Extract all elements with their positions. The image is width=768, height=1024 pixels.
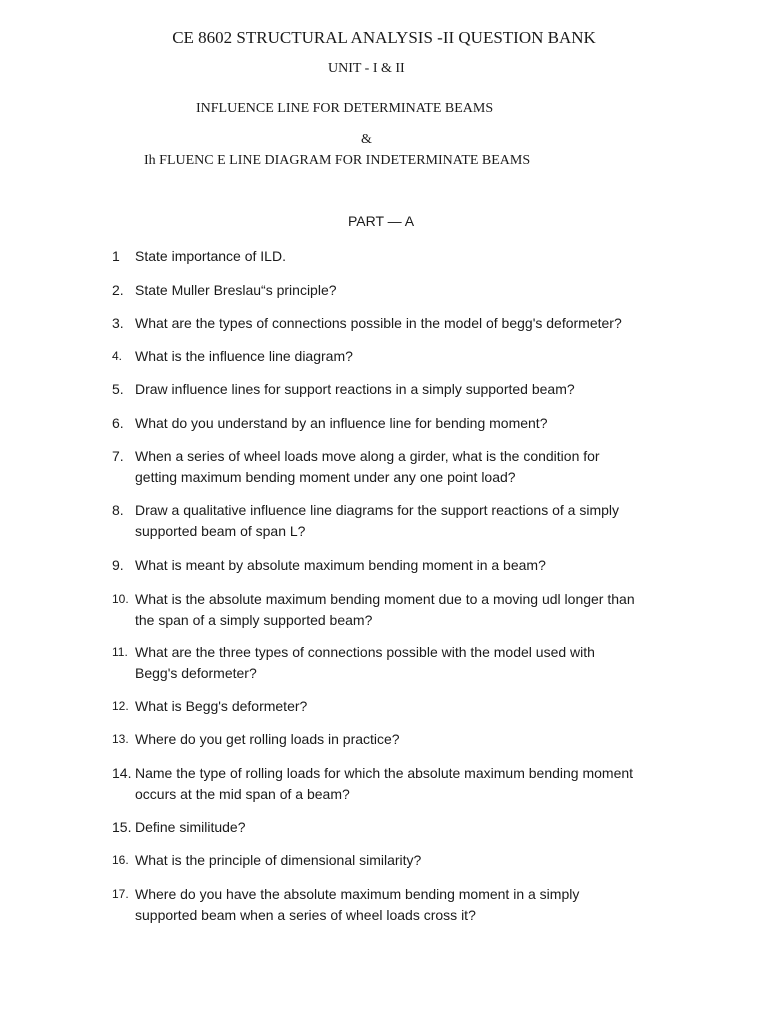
- question-item: [112, 280, 712, 301]
- question-text: When a series of wheel loads move along a girder, what is the condition for getting maximum bending moment under any one point load?: [135, 448, 600, 485]
- question-text: What are the types of connections possible in the model of begg's deformeter?: [135, 315, 622, 331]
- question-item: [112, 555, 712, 576]
- question-item: [112, 763, 712, 805]
- question-number: 16.: [112, 853, 129, 867]
- question-item: [112, 850, 712, 871]
- question-number: 13.: [112, 732, 129, 746]
- question-text: What is Begg's deformeter?: [135, 698, 308, 714]
- part-heading: PART — A: [348, 213, 415, 229]
- question-number: 17.: [112, 887, 129, 901]
- question-number: 12.: [112, 699, 129, 713]
- question-text: Where do you get rolling loads in practice?: [135, 731, 400, 747]
- question-item: [112, 446, 712, 488]
- question-text: What is the principle of dimensional similarity?: [135, 852, 422, 868]
- question-item: [112, 817, 712, 838]
- question-number: 11.: [112, 645, 128, 659]
- section-heading-indeterminate: Ih FLUENC E LINE DIAGRAM FOR INDETERMINATE BEAMS: [144, 153, 531, 168]
- ampersand-separator: &: [361, 132, 372, 147]
- question-text: State importance of ILD.: [135, 248, 286, 264]
- question-text: What is the absolute maximum bending moment due to a moving udl longer than the span of a simply supported beam?: [135, 591, 635, 628]
- unit-label: UNIT - I & II: [328, 61, 405, 76]
- question-number: 6.: [112, 415, 124, 431]
- question-number: 9.: [112, 557, 124, 573]
- question-number: 14.: [112, 765, 132, 781]
- question-item: [112, 500, 712, 542]
- question-text: Where do you have the absolute maximum bending moment in a simply supported beam when a series of wheel loads cross it?: [135, 886, 580, 923]
- question-item: [112, 642, 712, 684]
- question-text: What is the influence line diagram?: [135, 348, 353, 364]
- question-text: What are the three types of connections possible with the model used with Begg's deformeter?: [135, 644, 595, 681]
- question-item: [112, 246, 712, 267]
- question-text: Name the type of rolling loads for which the absolute maximum bending moment occurs at the mid span of a beam?: [135, 765, 634, 802]
- question-item: [112, 729, 712, 750]
- question-text: What is meant by absolute maximum bending moment in a beam?: [135, 557, 546, 573]
- question-item: [112, 346, 712, 367]
- question-number: 8.: [112, 502, 124, 518]
- question-text: Define similitude?: [135, 819, 246, 835]
- question-item: [112, 589, 712, 631]
- question-number: 1: [112, 248, 120, 264]
- question-item: [112, 884, 712, 926]
- question-number: 4.: [112, 349, 123, 363]
- question-text: Draw influence lines for support reactions in a simply supported beam?: [135, 381, 575, 397]
- question-text: State Muller Breslau“s principle?: [135, 282, 337, 298]
- question-number: 15.: [112, 819, 132, 835]
- question-item: [112, 696, 712, 717]
- question-number: 2.: [112, 282, 124, 298]
- question-number: 7.: [112, 448, 124, 464]
- question-item: [112, 313, 712, 334]
- section-heading-determinate: INFLUENCE LINE FOR DETERMINATE BEAMS: [196, 101, 494, 116]
- question-item: [112, 379, 712, 400]
- question-number: 5.: [112, 381, 124, 397]
- question-number: 3.: [112, 315, 124, 331]
- question-number: 10.: [112, 592, 129, 606]
- question-item: [112, 413, 712, 434]
- question-text: Draw a qualitative influence line diagrams for the support reactions of a simply supported beam of span L?: [135, 502, 620, 539]
- question-text: What do you understand by an influence line for bending moment?: [135, 415, 548, 431]
- document-title: CE 8602 STRUCTURAL ANALYSIS -II QUESTION BANK: [172, 28, 596, 47]
